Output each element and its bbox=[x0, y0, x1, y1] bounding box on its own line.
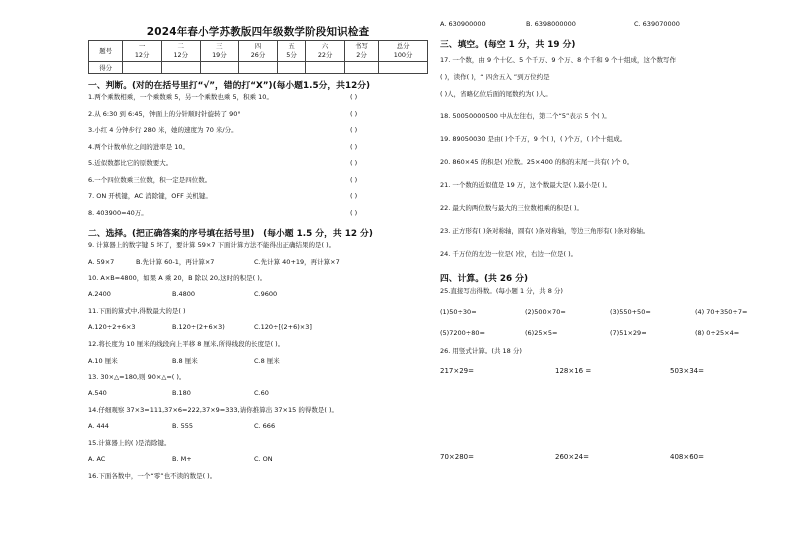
oral-calc-item: (7)51×29≈ bbox=[610, 328, 647, 337]
score-table-header-label: 题号 bbox=[89, 41, 123, 62]
question-14-options bbox=[88, 422, 434, 439]
score-cell[interactable] bbox=[239, 62, 278, 74]
question-20: 20. 860×45 的积是( )位数。25×400 的积的末尾一共有( )个 0。 bbox=[440, 158, 634, 166]
question-18: 18. 50050000500 中从左往右，第二个“5”表示 5 个( )。 bbox=[440, 112, 611, 120]
question-10-options bbox=[88, 290, 434, 307]
option-c[interactable]: C.8 厘米 bbox=[254, 357, 280, 365]
answer-paren[interactable]: ( ) bbox=[350, 159, 358, 167]
answer-paren[interactable]: ( ) bbox=[350, 109, 358, 118]
left-column bbox=[82, 0, 434, 488]
score-table bbox=[88, 40, 428, 74]
score-col-7: 书写 2分 bbox=[344, 41, 378, 62]
option-a[interactable]: A. 59×7 bbox=[88, 258, 115, 266]
question-15-options bbox=[88, 455, 434, 472]
oral-calc-item: (5)7200÷80= bbox=[440, 328, 485, 337]
option-b[interactable]: B.120÷(2+6×3) bbox=[172, 323, 225, 331]
question-3: 3.小红 4 分钟步行 280 米，她的速度为 70 米/分。 ( ) bbox=[88, 126, 358, 134]
option-c[interactable]: C.120÷[(2+6)×3] bbox=[254, 323, 312, 331]
answer-paren[interactable]: ( ) bbox=[350, 192, 358, 200]
section1-heading: 一、判断。(对的在括号里打“√”，错的打“X”)(每小题1.5分，共12分) bbox=[88, 81, 371, 91]
vertical-calc-row-2 bbox=[440, 449, 790, 465]
option-b[interactable]: B. 555 bbox=[172, 422, 193, 430]
question-17-line2: ( )，读作( )，“ 四舍五入 ”到万位约是 bbox=[440, 73, 550, 81]
question-7: 7. ON 开机键，AC 消除键，OFF 关机键。 ( ) bbox=[88, 192, 358, 200]
work-space[interactable] bbox=[440, 379, 790, 449]
option-a[interactable]: A.120÷2+6×3 bbox=[88, 323, 136, 331]
vertical-calc-item: 503×34= bbox=[670, 367, 704, 375]
score-cell[interactable] bbox=[123, 62, 162, 74]
score-cell[interactable] bbox=[306, 62, 345, 74]
option-a[interactable]: A. 630900000 bbox=[440, 20, 486, 28]
option-b[interactable]: B.4800 bbox=[172, 290, 196, 298]
question-22: 22. 最大的两位数与最大的三位数相乘的积是( )。 bbox=[440, 204, 584, 212]
question-15: 15.计算器上的( )是消除键。 bbox=[88, 438, 171, 447]
answer-paren[interactable]: ( ) bbox=[350, 93, 358, 101]
score-cell[interactable] bbox=[161, 62, 200, 74]
answer-paren[interactable]: ( ) bbox=[350, 126, 358, 134]
question-19: 19. 89050030 是由( )个千万，9 个( )，( )个万，( )个十组成。 bbox=[440, 135, 627, 143]
option-c[interactable]: C. 666 bbox=[254, 422, 276, 430]
score-cell[interactable] bbox=[379, 62, 428, 74]
question-17-line3: ( )人，省略亿位后面的尾数约为( )人。 bbox=[440, 90, 552, 98]
option-a[interactable]: A. 444 bbox=[88, 422, 109, 430]
score-table-header-row bbox=[89, 41, 428, 62]
question-26-heading: 26. 用竖式计算。(共 18 分) bbox=[440, 347, 522, 355]
score-col-8: 总分 100分 bbox=[379, 41, 428, 62]
vertical-calc-item: 217×29= bbox=[440, 367, 474, 375]
score-cell[interactable] bbox=[344, 62, 378, 74]
oral-calc-item: (6)25×5= bbox=[525, 328, 558, 337]
question-16: 16.下面各数中，一个“零”也不读的数是( )。 bbox=[88, 471, 217, 480]
option-c[interactable]: C.60 bbox=[254, 389, 269, 397]
option-b[interactable]: B. 6398000000 bbox=[526, 20, 576, 28]
vertical-calc-row-1 bbox=[440, 363, 790, 379]
score-col-2: 二 12分 bbox=[161, 41, 200, 62]
section2-heading: 二、选择。(把正确答案的序号填在括号里) (每小题 1.5 分，共 12 分) bbox=[88, 228, 373, 239]
question-9: 9. 计算器上的数字键 5 坏了，要计算 59×7 下面计算方法不能得出正确结果的是( )。 bbox=[88, 240, 336, 249]
page-title: 2024年春小学苏教版四年级数学阶段知识检查 bbox=[146, 26, 370, 38]
option-c[interactable]: C.9600 bbox=[254, 290, 278, 298]
answer-paren[interactable]: ( ) bbox=[350, 208, 358, 217]
score-col-1: 一 12分 bbox=[123, 41, 162, 62]
option-a[interactable]: A.10 厘米 bbox=[88, 357, 118, 365]
oral-calc-item: (4) 70+350÷7= bbox=[695, 307, 748, 316]
option-a[interactable]: A. AC bbox=[88, 455, 106, 463]
section3-heading: 三、填空。(每空 1 分，共 19 分) bbox=[440, 40, 576, 50]
score-cell[interactable] bbox=[277, 62, 306, 74]
option-c[interactable]: C. 639070000 bbox=[634, 20, 680, 28]
question-8: 8. 403900=40万。 ( ) bbox=[88, 208, 358, 217]
question-11: 11.下面的算式中,得数最大的是( ) bbox=[88, 306, 186, 315]
question-13-options bbox=[88, 389, 434, 406]
oral-calc-item: (2)500×70= bbox=[525, 307, 566, 316]
question-9-options bbox=[88, 257, 434, 274]
question-1: 1.两个乘数相乘，一个乘数乘 5，另一个乘数也乘 5，积乘 10。 ( ) bbox=[88, 93, 358, 101]
option-b[interactable]: B.8 厘米 bbox=[172, 357, 198, 365]
question-24: 24. 千万位的左边一位是( )位，右边一位是( )。 bbox=[440, 250, 578, 258]
score-col-4: 四 26分 bbox=[239, 41, 278, 62]
score-cell[interactable] bbox=[200, 62, 239, 74]
right-column bbox=[440, 0, 790, 465]
option-a[interactable]: A.540 bbox=[88, 389, 107, 397]
option-b[interactable]: B.180 bbox=[172, 389, 191, 397]
question-2: 2.从 6:30 到 6:45，钟面上的分针顺时针旋转了 90° ( ) bbox=[88, 109, 358, 118]
question-13: 13. 30×△=180,则 90×△=( )。 bbox=[88, 372, 186, 381]
oral-calc-row-2 bbox=[440, 322, 790, 343]
option-b[interactable]: B. M+ bbox=[172, 455, 192, 463]
question-25-heading: 25.直接写出得数。(每小题 1 分，共 8 分) bbox=[440, 287, 563, 295]
oral-calc-row-1 bbox=[440, 301, 790, 322]
question-21: 21. 一个数的近似值是 19 万，这个数最大是( ),最小是( )。 bbox=[440, 181, 612, 189]
oral-calc-item: (3)550+50= bbox=[610, 307, 651, 316]
score-table-score-row bbox=[89, 62, 428, 74]
score-col-6: 六 22分 bbox=[306, 41, 345, 62]
answer-paren[interactable]: ( ) bbox=[350, 142, 358, 151]
question-14: 14.仔细观察 37×3=111,37×6=222,37×9=333,请你推算出 37×15 的得数是( )。 bbox=[88, 405, 338, 414]
answer-paren[interactable]: ( ) bbox=[350, 175, 358, 184]
oral-calc-item: (1)50÷30= bbox=[440, 307, 477, 316]
option-c[interactable]: C.先计算 40+19，再计算×7 bbox=[254, 258, 340, 266]
question-4: 4.两个计数单位之间的进率是 10。 ( ) bbox=[88, 142, 358, 151]
option-c[interactable]: C. ON bbox=[254, 455, 273, 463]
question-23: 23. 正方形有( )条对称轴，圆有( )条对称轴，等边三角形有( )条对称轴。 bbox=[440, 227, 650, 235]
question-10: 10. A×B=4800，如果 A 乘 20，B 除以 20,这时的积是( )。 bbox=[88, 273, 267, 282]
score-col-3: 三 19分 bbox=[200, 41, 239, 62]
question-5: 5.近似数都比它的原数要大。 ( ) bbox=[88, 159, 358, 167]
vertical-calc-item: 128×16 = bbox=[555, 367, 592, 375]
question-12-options bbox=[88, 356, 434, 373]
question-12: 12.将长度为 10 厘米的线段向上平移 8 厘米,所得线段的长度是( )。 bbox=[88, 339, 285, 348]
question-16-options bbox=[440, 17, 790, 31]
vertical-calc-item: 260×24= bbox=[555, 453, 589, 461]
option-b[interactable]: B.先计算 60-1，再计算×7 bbox=[136, 258, 215, 266]
question-11-options bbox=[88, 323, 434, 340]
score-table-score-label: 得分 bbox=[89, 62, 123, 74]
option-a[interactable]: A.2400 bbox=[88, 290, 111, 298]
score-col-5: 五 5分 bbox=[277, 41, 306, 62]
question-17-line1: 17. 一个数，由 9 个十亿、5 个千万、9 个万、8 个千和 9 个十组成，这个数写作 bbox=[440, 56, 677, 64]
vertical-calc-item: 408×60= bbox=[670, 453, 704, 461]
section4-heading: 四、计算。(共 26 分) bbox=[440, 274, 528, 284]
oral-calc-item: (8) 0÷25×4= bbox=[695, 328, 740, 337]
question-6: 6.一个四位数乘三位数，积一定是四位数。 ( ) bbox=[88, 175, 358, 184]
vertical-calc-item: 70×280= bbox=[440, 453, 474, 461]
